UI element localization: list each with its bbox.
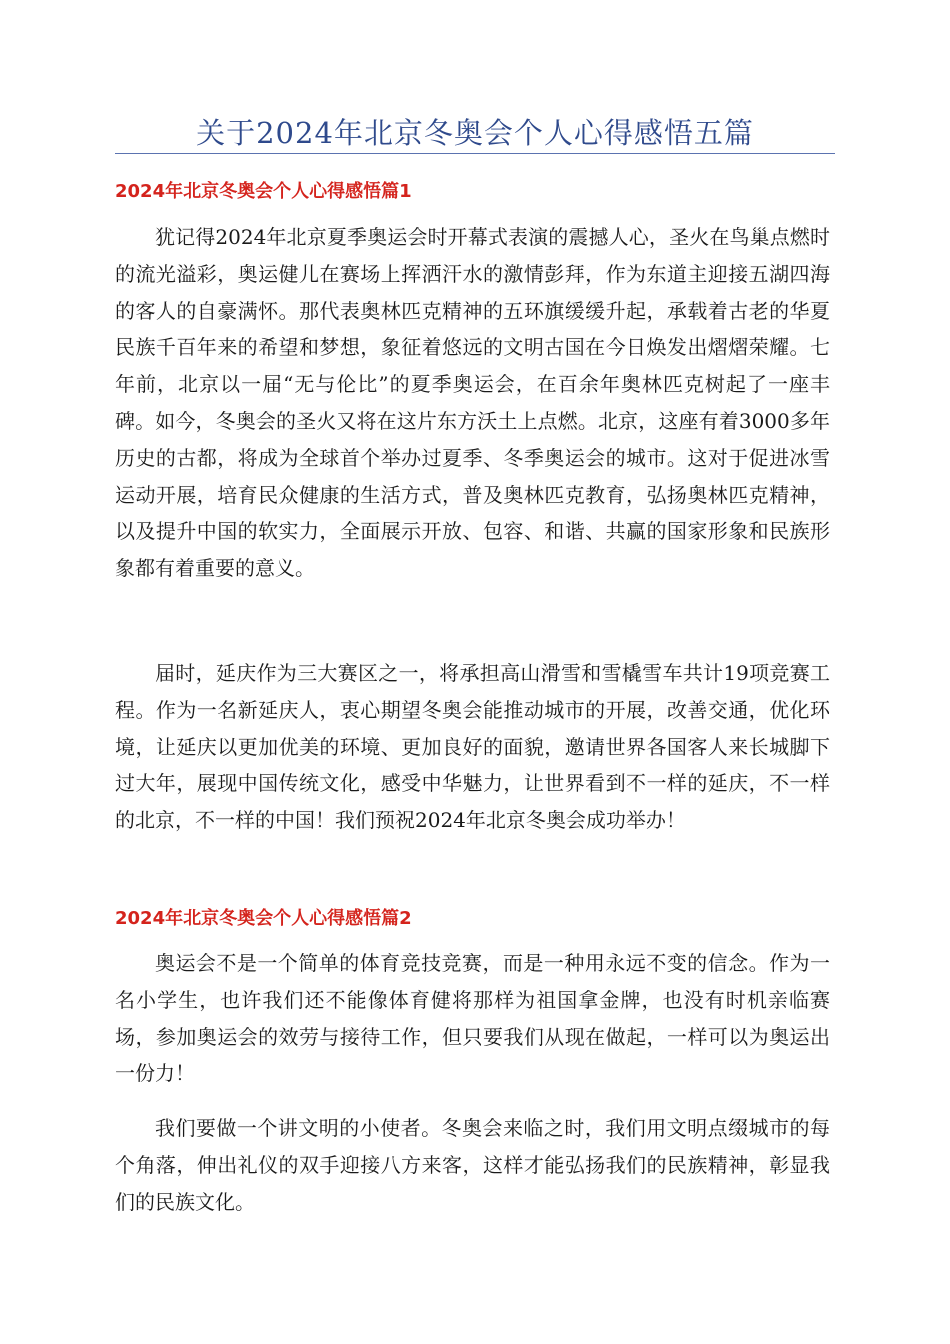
section-2-paragraph-2: 我们要做一个讲文明的小使者。冬奥会来临之时，我们用文明点缀城市的每个角落，伸出礼仪的双手迎接八方来客，这样才能弘扬我们的民族精神，彰显我们的民族文化。 bbox=[115, 1116, 830, 1214]
section-1-paragraph-1: 犹记得2024年北京夏季奥运会时开幕式表演的震撼人心，圣火在鸟巢点燃时的流光溢彩，奥运健儿在赛场上挥洒汗水的激情彭拜，作为东道主迎接五湖四海的客人的自豪满怀。那代表奥林匹克精神的五环旗缓缓升起，承载着古老的华夏民族千百年来的希望和梦想，象征着悠远的文明古国在今日焕发出熠熠荣耀。七年前，北京以一届“无与伦比”的夏季奥运会，在百余年奥林匹克树起了一座丰碑。如今，冬奥会的圣火又将在这片东方沃土上点燃。北京，这座有着3000多年历史的古都，将成为全球首个举办过夏季、冬季奥运会的城市。这对于促进冰雪运动开展，培育民众健康的生活方式，普及奥林匹克教育，弘扬奥林匹克精神，以及提升中国的软实力，全面展示开放、包容、和谐、共赢的国家形象和民族形象都有着重要的意义。 bbox=[115, 225, 830, 581]
section-heading-1: 2024年北京冬奥会个人心得感悟篇1 bbox=[115, 181, 412, 202]
section-1-paragraph-2: 届时，延庆作为三大赛区之一，将承担高山滑雪和雪橇雪车共计19项竞赛工程。作为一名新延庆人，衷心期望冬奥会能推动城市的开展，改善交通，优化环境，让延庆以更加优美的环境、更加良好的面貌，邀请世界各国客人来长城脚下过大年，展现中国传统文化，感受中华魅力，让世界看到不一样的延庆，不一样的北京，不一样的中国！我们预祝2024年北京冬奥会成功举办！ bbox=[115, 661, 830, 833]
section-heading-2: 2024年北京冬奥会个人心得感悟篇2 bbox=[115, 908, 412, 929]
document-title: 关于2024年北京冬奥会个人心得感悟五篇 bbox=[196, 116, 754, 150]
title-underline bbox=[115, 153, 835, 154]
section-2-paragraph-1: 奥运会不是一个简单的体育竞技竞赛，而是一种用永远不变的信念。作为一名小学生，也许我们还不能像体育健将那样为祖国拿金牌，也没有时机亲临赛场，参加奥运会的效劳与接待工作，但只要我们从现在做起，一样可以为奥运出一份力！ bbox=[115, 951, 830, 1086]
